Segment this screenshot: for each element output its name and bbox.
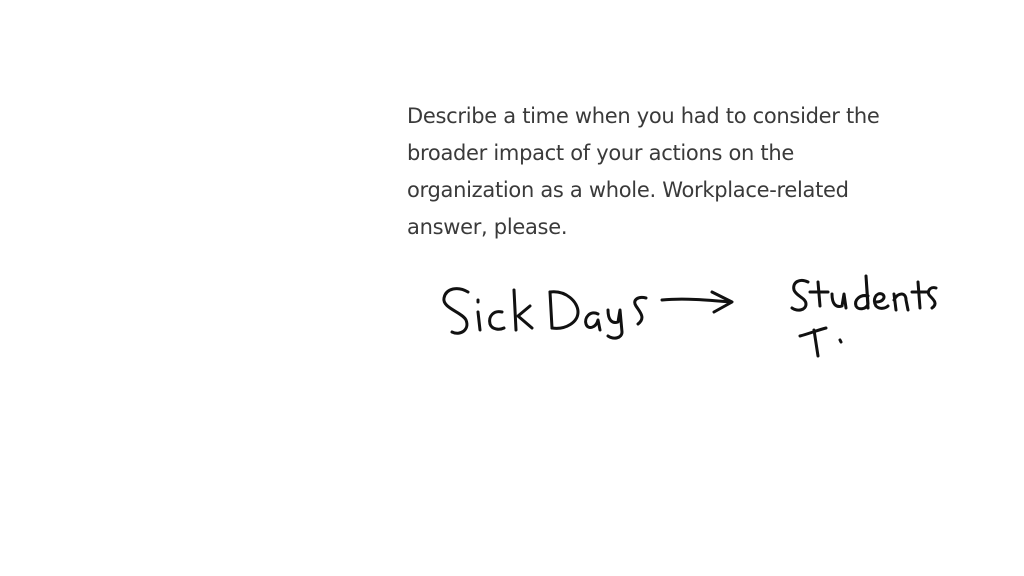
question-text: Describe a time when you had to consider the broader impact of your actions on the organization as a whole. Workplace-related answer, please. [407, 104, 880, 239]
handwritten-sick-days [444, 289, 646, 338]
handwritten-students [792, 276, 936, 310]
arrow-right-icon [662, 292, 732, 312]
handwritten-plus [800, 328, 841, 356]
